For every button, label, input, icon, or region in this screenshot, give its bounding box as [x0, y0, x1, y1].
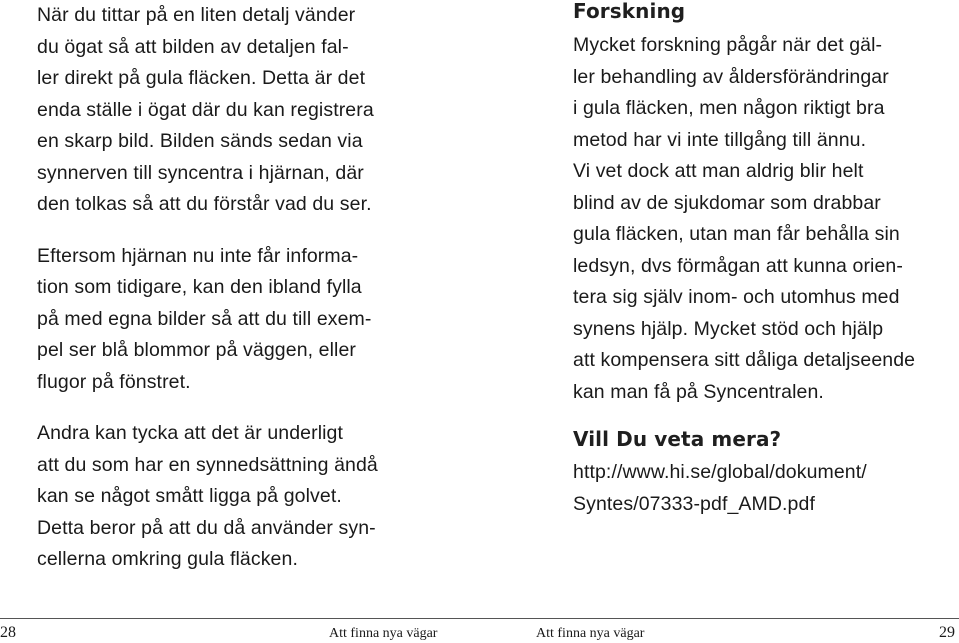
- text-line: ler behandling av åldersförändringar: [573, 65, 889, 88]
- text-line: Mycket forskning pågår när det gäl-: [573, 34, 883, 56]
- text-line: pel ser blå blommor på väggen, eller: [37, 339, 357, 361]
- text-line: Eftersom hjärnan nu inte får informa-: [37, 244, 359, 267]
- text-line: blind av de sjukdomar som drabbar: [573, 191, 881, 214]
- right-page-body: [573, 0, 943, 520]
- paragraph-1: [37, 0, 432, 221]
- link-line[interactable]: Syntes/07333-pdf_AMD.pdf: [573, 492, 815, 515]
- text-line: du ögat så att bilden av detaljen fal-: [37, 35, 349, 58]
- text-line: ler direkt på gula fläcken. Detta är det: [37, 67, 366, 89]
- left-page-body: [37, 0, 432, 576]
- text-line: synens hjälp. Mycket stöd och hjälp: [573, 317, 884, 340]
- text-line: på med egna bilder så att du till exem-: [37, 307, 372, 330]
- paragraph-3: [37, 418, 432, 576]
- text-line: metod har vi inte tillgång till ännu.: [573, 128, 867, 151]
- text-line: en skarp bild. Bilden sänds sedan via: [37, 130, 363, 152]
- section-heading-more-info: Vill Du veta mera?: [573, 427, 782, 451]
- reference-link[interactable]: [573, 457, 943, 520]
- running-title-left: Att finna nya vägar: [329, 626, 438, 641]
- text-line: att kompensera sitt dåliga detaljseende: [573, 349, 916, 371]
- footer-divider: [0, 618, 959, 619]
- link-line[interactable]: http://www.hi.se/global/dokument/: [573, 461, 867, 483]
- text-line: gula fläcken, utan man får behålla sin: [573, 223, 900, 245]
- text-line: i gula fläcken, men någon riktigt bra: [573, 97, 885, 119]
- text-line: Detta beror på att du då använder syn-: [37, 516, 376, 539]
- research-paragraph: [573, 30, 943, 408]
- text-line: att du som har en synnedsättning ändå: [37, 453, 378, 476]
- text-line: tera sig själv inom- och utomhus med: [573, 286, 900, 308]
- text-line: kan se något smått ligga på golvet.: [37, 485, 342, 507]
- paragraph-2: [37, 241, 432, 399]
- text-line: Vi vet dock att man aldrig blir helt: [573, 160, 864, 182]
- text-line: synnerven till syncentra i hjärnan, där: [37, 161, 364, 184]
- section-heading-forskning: Forskning: [573, 0, 686, 23]
- text-line: tion som tidigare, kan den ibland fylla: [37, 276, 362, 298]
- page-number-left: 28: [0, 624, 16, 641]
- text-line: cellerna omkring gula fläcken.: [37, 548, 298, 570]
- text-line: Andra kan tycka att det är underligt: [37, 422, 344, 444]
- text-line: enda ställe i ögat där du kan registrera: [37, 98, 374, 121]
- text-line: kan man få på Syncentralen.: [573, 380, 824, 403]
- text-line: ledsyn, dvs förmågan att kunna orien-: [573, 254, 903, 277]
- running-title-right: Att finna nya vägar: [536, 626, 645, 641]
- text-line: den tolkas så att du förstår vad du ser.: [37, 193, 372, 215]
- page-number-right: 29: [939, 624, 955, 641]
- text-line: flugor på fönstret.: [37, 370, 191, 393]
- text-line: När du tittar på en liten detalj vänder: [37, 4, 356, 26]
